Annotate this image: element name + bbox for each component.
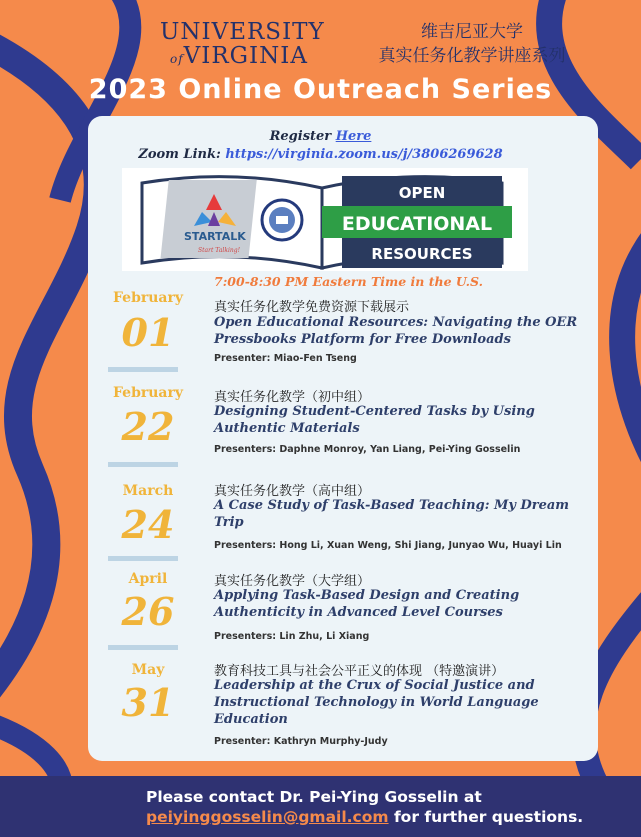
chinese-title-line1: 维吉尼亚大学 bbox=[421, 22, 523, 42]
banner-resources: RESOURCES bbox=[371, 245, 473, 263]
session-2-presenters: Presenters: Daphne Monroy, Yan Liang, Pei-Ying Gosselin bbox=[214, 444, 521, 455]
zoom-line bbox=[0, 147, 641, 162]
contact-email-link[interactable]: peiyinggosselin@gmail.com bbox=[146, 808, 389, 826]
zoom-link[interactable]: https://virginia.zoom.us/j/3806269628 bbox=[225, 147, 503, 162]
footer-line2 bbox=[146, 808, 583, 826]
chinese-title bbox=[352, 20, 592, 68]
session-4-presenters: Presenters: Lin Zhu, Li Xiang bbox=[214, 631, 370, 642]
zoom-label: Zoom Link: bbox=[138, 147, 226, 162]
logo-of: of bbox=[170, 52, 184, 66]
session-3-day: 24 bbox=[121, 502, 175, 547]
session-2-en-title: Designing Student-Centered Tasks by Using Authentic Materials bbox=[214, 404, 535, 436]
session-5-month: May bbox=[131, 662, 165, 678]
session-4-en-title: Applying Task-Based Design and Creating Authenticity in Advanced Level Courses bbox=[214, 588, 520, 620]
footer-line2-rest: for further questions. bbox=[388, 808, 584, 826]
startalk-label: STARTALK bbox=[184, 230, 246, 243]
banner-open: OPEN bbox=[398, 184, 446, 202]
session-4-cn-title: 真实任务化教学（大学组） bbox=[214, 574, 371, 589]
session-5-day: 31 bbox=[121, 680, 175, 725]
session-1-cn-title: 真实任务化教学免费资源下载展示 bbox=[214, 300, 410, 315]
time-note: 7:00-8:30 PM Eastern Time in the U.S. bbox=[214, 274, 483, 289]
session-3-month: March bbox=[122, 483, 174, 499]
session-3-en-title: A Case Study of Task-Based Teaching: My Dream Trip bbox=[214, 498, 570, 530]
session-2-month: February bbox=[112, 385, 183, 401]
separator bbox=[108, 645, 178, 650]
logo-virginia: VIRGINIA bbox=[183, 43, 308, 69]
session-1-day: 01 bbox=[121, 310, 175, 355]
startalk-sub: Start Talking! bbox=[198, 247, 240, 254]
session-3-cn-title: 真实任务化教学（高中组） bbox=[214, 484, 371, 499]
chinese-title-line2: 真实任务化教学讲座系列 bbox=[378, 46, 566, 66]
session-5-cn-title: 教育科技工具与社会公平正义的体现 （特邀演讲） bbox=[214, 664, 505, 679]
logo-university: UNIVERSITY bbox=[160, 19, 325, 45]
session-1-month: February bbox=[112, 290, 183, 306]
session-5-presenters: Presenter: Kathryn Murphy-Judy bbox=[214, 736, 388, 747]
session-1-en-title: Open Educational Resources: Navigating the OER Pressbooks Platform for Free Downloads bbox=[214, 315, 578, 347]
separator bbox=[108, 367, 178, 372]
oer-banner bbox=[122, 168, 528, 271]
register-line bbox=[0, 129, 641, 144]
logo-virginia-row bbox=[160, 44, 325, 71]
session-2-day: 22 bbox=[121, 404, 175, 449]
session-2-cn-title: 真实任务化教学（初中组） bbox=[214, 390, 371, 405]
session-4-day: 26 bbox=[121, 589, 175, 634]
separator bbox=[108, 462, 178, 467]
session-5-en-title: Leadership at the Crux of Social Justice and Instructional Technology in World Language Education bbox=[214, 678, 539, 727]
register-label: Register bbox=[269, 129, 336, 144]
separator bbox=[108, 556, 178, 561]
university-logo bbox=[160, 20, 325, 71]
footer-bar bbox=[0, 776, 641, 837]
session-4-month: April bbox=[128, 571, 168, 587]
session-1-presenters: Presenter: Miao-Fen Tseng bbox=[214, 353, 357, 364]
footer-line1: Please contact Dr. Pei-Ying Gosselin at bbox=[146, 788, 482, 806]
banner-educational: EDUCATIONAL bbox=[341, 213, 493, 235]
open-book-graphic bbox=[122, 168, 528, 271]
series-title: 2023 Online Outreach Series bbox=[88, 74, 553, 105]
session-3-presenters: Presenters: Hong Li, Xuan Weng, Shi Jiang, Junyao Wu, Huayi Lin bbox=[214, 540, 562, 551]
register-link[interactable]: Here bbox=[335, 129, 372, 144]
